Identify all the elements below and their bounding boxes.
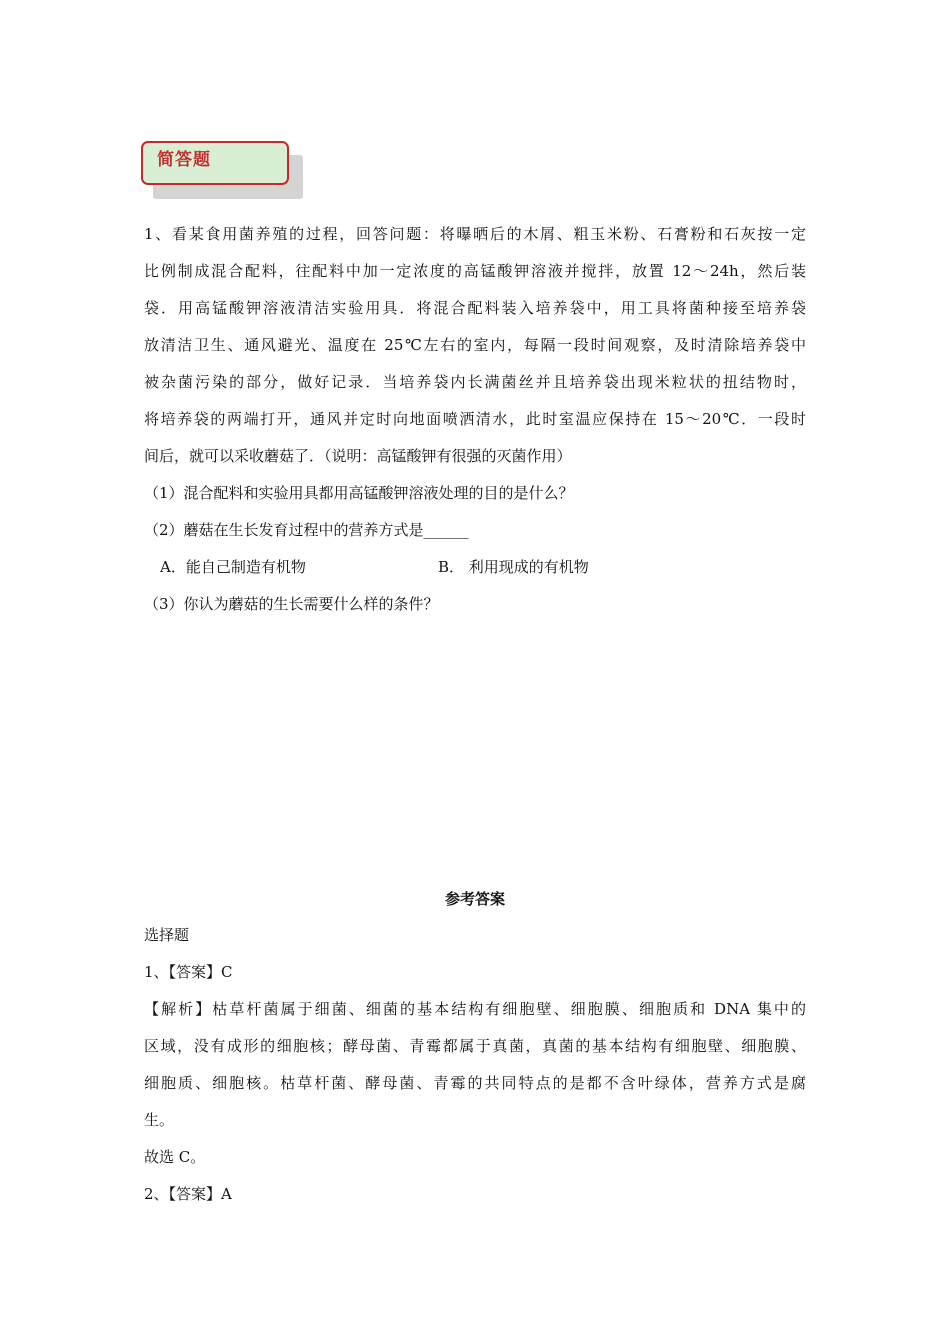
answer-1-analysis-line-2: 区域，没有成形的细胞核；酵母菌、青霉都属于真菌，真菌的基本结构有细胞壁、细胞膜、 [144,1037,806,1055]
answer-1-label: 1、【答案】C [144,963,233,981]
question-line-2: 比例制成混合配料，往配料中加一定浓度的高锰酸钾溶液并搅拌，放置 12～24h，然后装 [144,262,806,280]
section-badge [141,141,289,185]
answer-1-analysis-line-3: 细胞质、细胞核。枯草杆菌、酵母菌、青霉的共同特点的是都不含叶绿体，营养方式是腐 [144,1074,806,1092]
question-line-3: 袋．用高锰酸钾溶液清洁实验用具．将混合配料装入培养袋中，用工具将菌种接至培养袋 [144,299,806,317]
sub-question-2: （2）蘑菇在生长发育过程中的营养方式是______ [144,521,469,539]
sub-question-3: （3）你认为蘑菇的生长需要什么样的条件？ [144,595,439,613]
question-line-5: 被杂菌污染的部分，做好记录．当培养袋内长满菌丝并且培养袋出现米粒状的扭结物时， [144,373,806,391]
question-line-7: 间后，就可以采收蘑菇了．（说明：高锰酸钾有很强的灭菌作用） [144,447,572,465]
question-line-4: 放清洁卫生、通风避光、温度在 25℃左右的室内，每隔一段时间观察，及时清除培养袋中 [144,336,806,354]
question-line-6: 将培养袋的两端打开，通风并定时向地面喷洒清水，此时室温应保持在 15～20℃．一段时 [144,410,806,428]
sub-question-1: （1）混合配料和实验用具都用高锰酸钾溶液处理的目的是什么？ [144,484,574,502]
option-a: A．能自己制造有机物 [160,558,306,576]
question-line-1: 1、看某食用菌养殖的过程，回答问题：将曝晒后的木屑、粗玉米粉、石膏粉和石灰按一定 [144,225,806,243]
reference-answers-title: 参考答案 [444,890,505,908]
section-title: 简答题 [157,150,211,170]
option-b: B． 利用现成的有机物 [438,558,589,576]
badge-box [141,141,289,185]
answer-1-conclusion: 故选 C。 [144,1148,206,1166]
answer-2-label: 2、【答案】A [144,1185,232,1203]
answer-category: 选择题 [144,926,190,944]
answer-1-analysis-line-4: 生。 [144,1111,175,1129]
answer-1-analysis-line-1: 【解析】枯草杆菌属于细菌、细菌的基本结构有细胞壁、细胞膜、细胞质和 DNA 集中的 [144,1000,806,1018]
